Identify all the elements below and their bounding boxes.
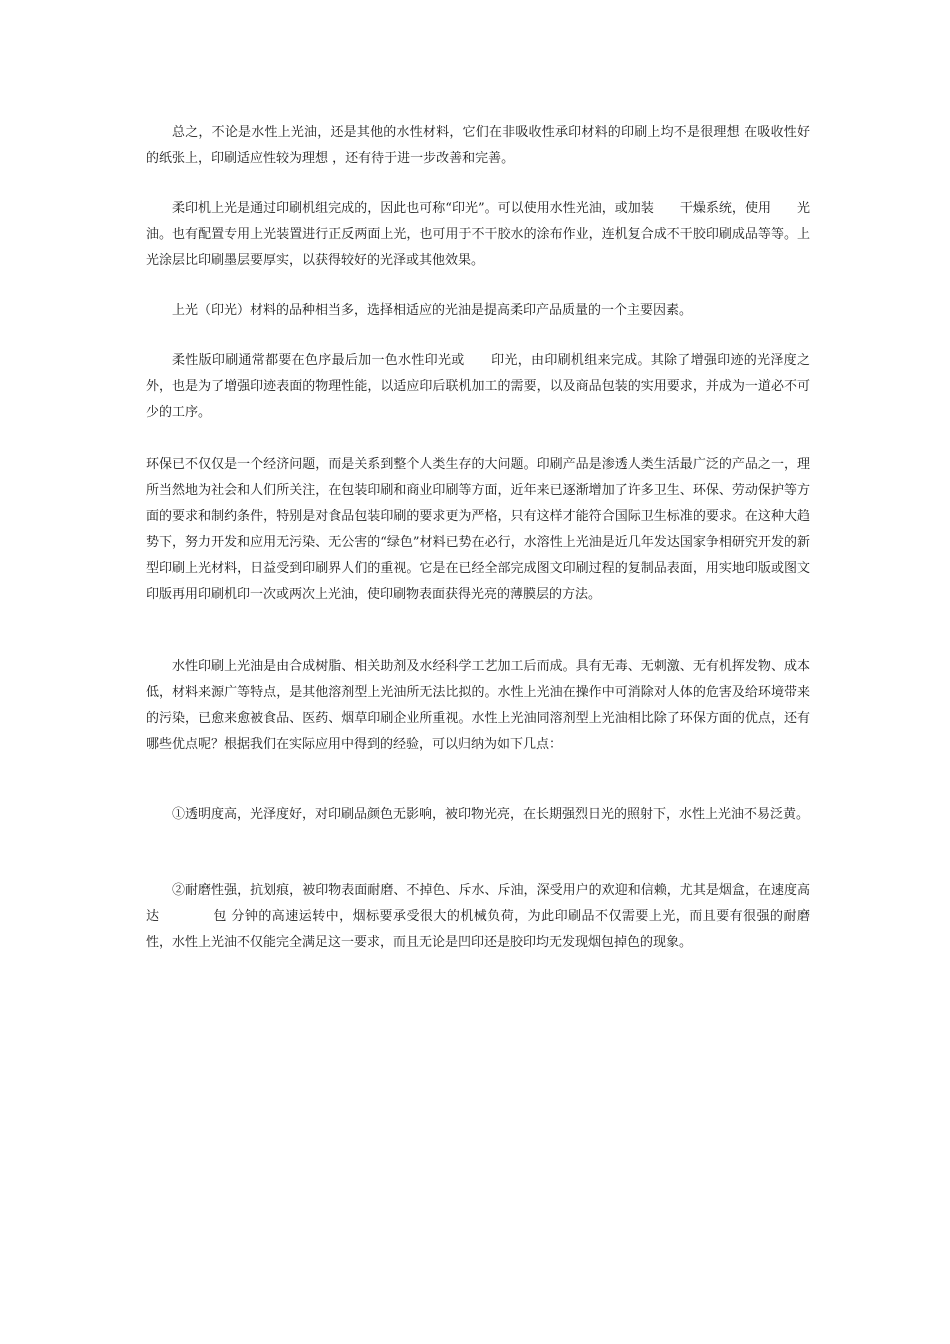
document-page	[146, 120, 810, 956]
paragraph-environment: 环保已不仅仅是一个经济问题，而是关系到整个人类生存的大问题。印刷产品是渗透人类生活最广泛的产品之一，理所当然地为社会和人们所关注，在包装印刷和商业印刷等方面，近年来已逐渐增加了许多卫生、环保、劳动保护等方面的要求和制约条件，特别是对食品包装印刷的要求更为严格，只有这样才能符合国际卫生标准的要求。在这种大趋势下，努力开发和应用无污染、无公害的“绿色”材料已势在必行，水溶性上光油是近几年发达国家争相研究开发的新型印刷上光材料，日益受到印刷界人们的重视。它是在已经全部完成图文印刷过程的复制品表面，用实地印版或图文印版再用印刷机印一次或两次上光油，使印刷物表面获得光亮的薄膜层的方法。	[146, 457, 810, 602]
paragraph-coating-materials: 上光（印光）材料的品种相当多，选择相适应的光油是提高柔印产品质量的一个主要因素。	[172, 303, 693, 318]
paragraph-point-2: ②耐磨性强，抗划痕，被印物表面耐磨、不掉色、斥水、斥油，深受用户的欢迎和信赖，尤其是烟盒，在速度高达 包 分钟的高速运转中，烟标要承受很大的机械负荷，为此印刷品不仅需要上光，而且要有很强的耐磨性，水性上光油不仅能完全满足这一要求，而且无论是凹印还是胶印均无发现烟包掉色的现象。	[146, 883, 810, 950]
paragraph-waterbased-varnish: 水性印刷上光油是由合成树脂、相关助剂及水经科学工艺加工后而成。具有无毒、无刺激、无有机挥发物、成本低，材料来源广等特点，是其他溶剂型上光油所无法比拟的。水性上光油在操作中可消除对人体的危害及给环境带来的污染，已愈来愈被食品、医药、烟草印刷企业所重视。水性上光油同溶剂型上光油相比除了环保方面的优点，还有哪些优点呢？根据我们在实际应用中得到的经验，可以归纳为如下几点：	[146, 659, 810, 752]
paragraph-flexo-printing: 柔性版印刷通常都要在色序最后加一色水性印光或 印光，由印刷机组来完成。其除了增强印迹的光泽度之外，也是为了增强印迹表面的物理性能，以适应印后联机加工的需要，以及商品包装的实用要求，并成为一道必不可少的工序。	[146, 353, 810, 420]
paragraph-flexo-coating: 柔印机上光是通过印刷机组完成的，因此也可称“印光”。可以使用水性光油，或加装 干燥系统，使用 光油。也有配置专用上光装置进行正反两面上光，也可用于不干胶水的涂布作业，连机复合成不干胶印刷成品等等。上光涂层比印刷墨层要厚实，以获得较好的光泽或其他效果。	[146, 201, 810, 268]
paragraph-summary: 总之，不论是水性上光油，还是其他的水性材料，它们在非吸收性承印材料的印刷上均不是很理想 在吸收性好的纸张上，印刷适应性较为理想 ，还有待于进一步改善和完善。	[146, 125, 810, 166]
paragraph-point-1: ①透明度高，光泽度好，对印刷品颜色无影响，被印物光亮，在长期强烈日光的照射下，水性上光油不易泛黄。	[172, 807, 810, 822]
